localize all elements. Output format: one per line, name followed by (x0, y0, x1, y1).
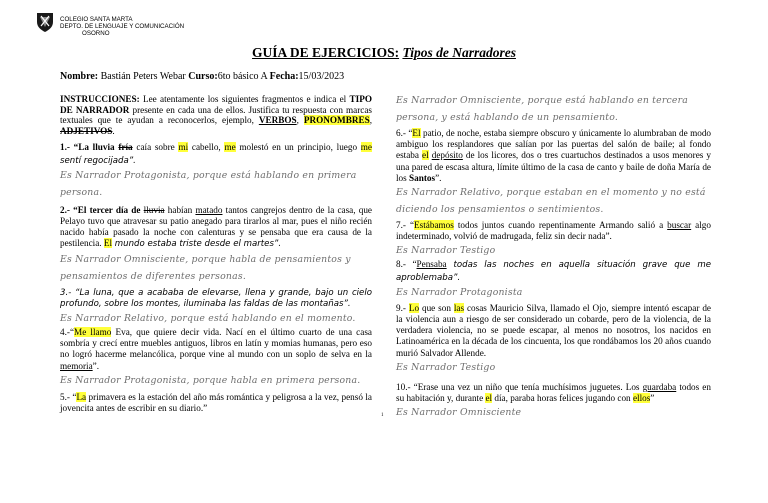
fragment-text: 5.- “ (60, 391, 77, 402)
exercise-4 (60, 327, 372, 372)
fragment-text: molestó en un principio, luego (235, 142, 361, 153)
keyword-pronombres: PRONOMBRES (303, 115, 370, 126)
fragment-text: 8.- “ (396, 259, 417, 270)
name-label: Nombre: (60, 71, 99, 82)
student-info (60, 71, 344, 82)
keyword-adjetivos: ADJETIVOS (60, 125, 113, 136)
fragment-text: todos juntos cuando repentinamente Armando salió a (453, 220, 668, 231)
instructions-text: presente en cada una de ellos. Justifica tu respuesta con marcas textuales que te ayudan a reconocerlos, ejemplo, (60, 104, 373, 126)
answer-9: Es Narrador Testigo (396, 361, 496, 373)
fragment-text: cabello, (188, 142, 225, 153)
exercise-3: 3.- “La luna, que a acababa de elevarse, llena y grande, bajo un cielo profundo, sobre los montes, iluminaba las faldas de las montañas”. (60, 287, 372, 309)
answer-6: Es Narrador Relativo, porque estaban en el momento y no está diciendo los pensamientos o sentimientos. (396, 187, 706, 216)
page-number: 1 (381, 413, 384, 418)
answer-5: Es Narrador Omnisciente, porque está hablando en tercera persona, y está hablando de un pensamiento. (396, 95, 688, 123)
marked-word: El (103, 238, 113, 249)
marked-word: Me llamo (74, 327, 112, 337)
exercise-8 (396, 259, 711, 283)
separator: , (369, 115, 373, 126)
fragment-text: 7.- “ (396, 220, 415, 231)
course-value: 6to básico A (217, 71, 268, 82)
marked-word: mi (178, 142, 189, 153)
fragment-text: algo indeterminado, volvió de madrugada, feliz sin decir nada”. (396, 220, 711, 242)
instructions-text: Lee atentamente los siguientes fragmentos e indica el (139, 94, 350, 104)
instructions (60, 94, 372, 136)
marked-word: La (76, 391, 87, 402)
marked-word: el (485, 393, 493, 404)
marked-word: El (412, 128, 421, 138)
marked-word: buscar (667, 220, 692, 231)
fragment-text: habían (164, 204, 196, 215)
fragment-text: 10.- “Erase una vez un niño que tenía muchísimos juguetes. Los (396, 381, 643, 392)
fragment-text: caía sobre (132, 142, 179, 153)
marked-word: el (422, 150, 429, 161)
marked-word: ellos (632, 393, 651, 404)
marked-word: Santos (409, 172, 436, 183)
fragment-text: todos en su habitación y, durante (396, 381, 711, 404)
fragment-text: día, paraba horas felices jugando con (492, 393, 633, 404)
page-title (0, 45, 768, 61)
answer-1: Es Narrador Protagonista, porque está hablando en primera persona. (60, 169, 357, 198)
exercise-10 (396, 382, 711, 404)
fragment-text: 1.- “La lluvia (60, 142, 119, 153)
separator: . (112, 125, 115, 136)
course-label: Curso: (188, 71, 218, 82)
date-value: 15/03/2023 (298, 71, 345, 82)
answer-10: Es Narrador Omnisciente (396, 407, 522, 419)
exercise-7 (396, 220, 711, 242)
fragment-text: sentí regocijada”. (60, 155, 136, 166)
fragment-text: 4.-“ (60, 327, 75, 337)
department-name: DEPTO. DE LENGUAJE Y COMUNICACIÓN (60, 23, 185, 30)
answer-2: Es Narrador Omnisciente, porque habla de pensamientos y pensamientos de diferentes personas. (60, 253, 351, 282)
marked-word: fría (118, 142, 133, 153)
answer-4: Es Narrador Protagonista, porque habla en primera persona. (60, 374, 361, 386)
left-column (60, 94, 372, 414)
marked-word: guardaba (642, 381, 677, 392)
separator: , (296, 115, 304, 126)
name-value: Bastián Peters Webar (100, 71, 186, 82)
marked-word: lluvia (143, 204, 165, 215)
title-subject: Tipos de Narradores (402, 45, 516, 60)
exercise-1 (60, 142, 372, 166)
fragment-text: cosas Mauricio Silva, llamado el Ojo, siempre intentó escapar de la violencia aun a riesgo de ser considerado un cobarde, pero de la violencia, de la verdadera violencia, no se puede escapar, al menos no nosotros, los nacidos en Latinoamérica en la década de los cincuenta, los que rondábamos los 20 años cuando murió Salvador Allende. (396, 302, 711, 358)
marked-word: me (224, 142, 236, 153)
exercise-5 (60, 392, 372, 414)
exercise-2 (60, 205, 372, 251)
fragment-text: 9.- (396, 302, 409, 313)
fragment-text: 6.- “ (396, 128, 413, 138)
marked-word: las (453, 302, 465, 313)
marked-word: memoria (60, 360, 93, 371)
title-prefix: GUÍA DE EJERCICIOS: (252, 45, 400, 60)
fragment-text: mundo estaba triste desde el martes”. (112, 239, 282, 250)
fragment-text: primavera es la estación del año más romántica y peligrosa a la vez, pensó la jovencita antes de escribir en su diario.” (60, 391, 372, 414)
marked-word: depósito (431, 150, 463, 161)
fragment-text: 2.- “El tercer día de (60, 204, 144, 215)
fragment-text: patio, de noche, estaba siempre obscuro y únicamente lo alumbraban de modo ambiguo los resplandores que salían por las puertas del salón de baile; al fondo estaba (396, 128, 712, 161)
answer-7: Es Narrador Testigo (396, 245, 496, 257)
school-name: COLEGIO SANTA MARTA (60, 16, 133, 23)
answer-3: Es Narrador Relativo, porque está hablando en el momento. (60, 313, 356, 324)
answer-8: Es Narrador Protagonista (396, 286, 523, 298)
exercise-9 (396, 303, 711, 359)
exercise-6 (396, 128, 711, 184)
city-name: OSORNO (82, 30, 110, 37)
fragment-text: tantos cangrejos dentro de la casa, que Pelayo tuvo que atravesar su patio anegado para tirarlos al mar, pues el niño recién nacido había pasado la noche con calenturas y se pensaba que era causa de la pestilencia. (60, 204, 372, 249)
fragment-text: ” (650, 393, 655, 404)
fragment-text: ”. (92, 360, 100, 371)
fragment-text: todas las noches en aquella situación grave que me aproblemaba”. (396, 260, 711, 283)
school-header (60, 16, 184, 37)
fragment-text: Eva, que quiere decir vida. Nací en el último cuarto de una casa sombría y crecí entre muebles antiguos, libros en latín y momias humanas, pero eso no logró hacerme melancólica, porque vine al mundo con un soplo de selva en la (60, 327, 372, 360)
marked-word: Pensaba (416, 259, 447, 270)
right-column (396, 92, 711, 421)
fragment-text: de los licores, dos o tres cuartuchos destinados a usos menores y una pared de escasa altura, límite último de la casa de canto y baile de doña María de los (396, 150, 711, 183)
marked-word: Lo (408, 302, 420, 313)
school-crest-icon (35, 11, 55, 33)
instructions-tipo: TIPO DE NARRADOR (60, 94, 372, 115)
marked-word: matado (195, 204, 223, 215)
fragment-text: que son (419, 302, 454, 313)
fragment-text: ”. (435, 172, 442, 183)
date-label: Fecha: (269, 71, 299, 82)
marked-word: Estábamos (414, 220, 454, 231)
marked-word: me (360, 142, 372, 153)
instructions-label: INSTRUCCIONES: (60, 94, 140, 104)
keyword-verbos: VERBOS (258, 115, 297, 126)
